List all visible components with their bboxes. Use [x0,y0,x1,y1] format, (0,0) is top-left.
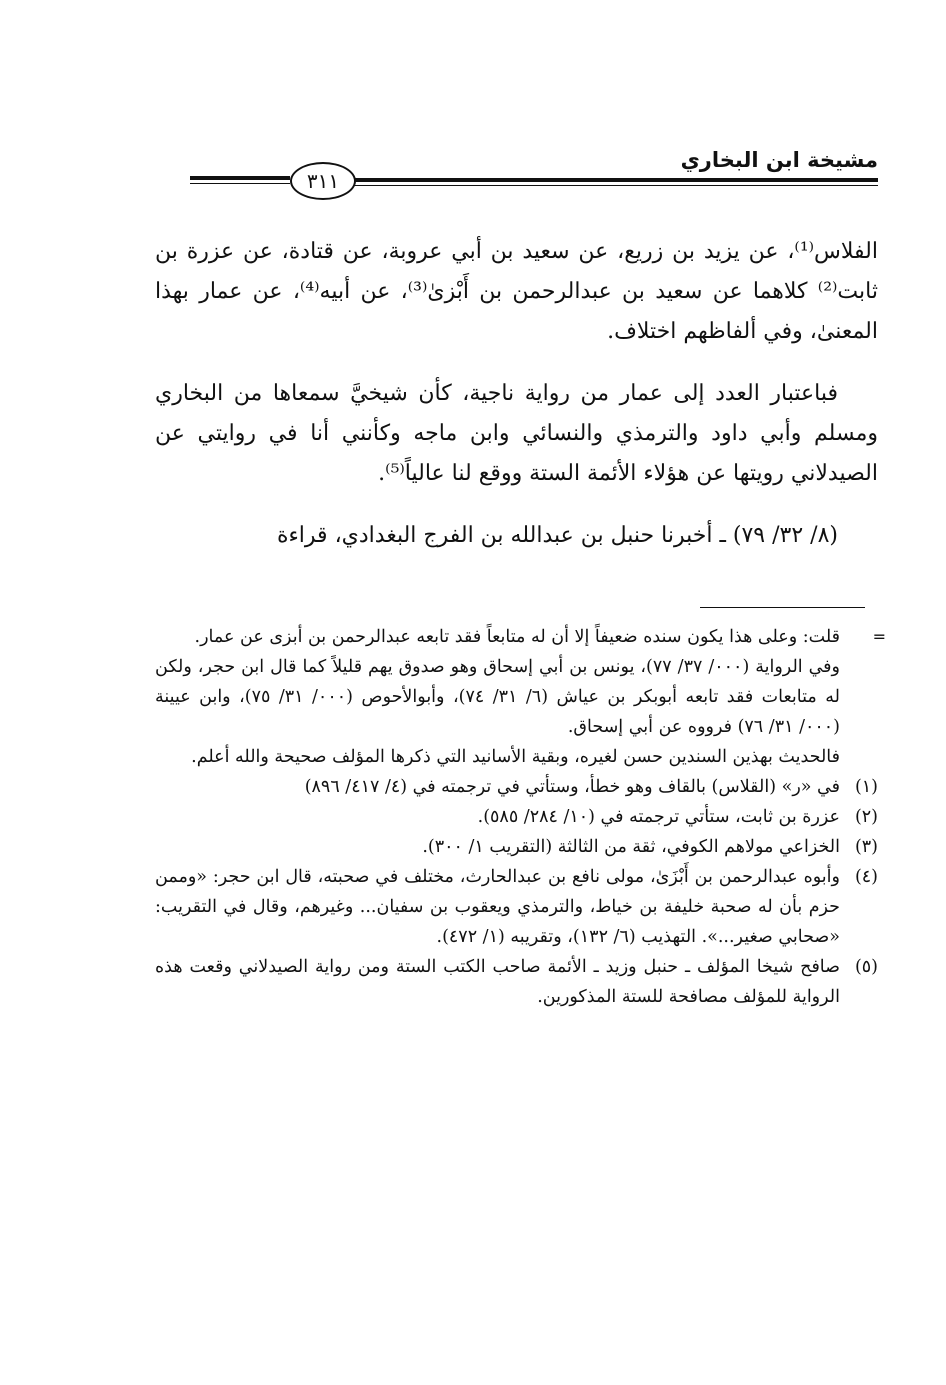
footnote-text: وأبوه عبدالرحمن بن أَبْزَىٰ، مولى نافع بن عبدالحارث، مختلف في صحبته، قال ابن حجر: «وممن حزم بأن له صحبة خليفة بن خياط، والترمذي ويعقوب بن سفيان... وغيرهم، وقال في التقريب: «صحابي صغير...». التهذيب (٦/ ١٣٢)، وتقريبه (١/ ٤٧٢). [155,867,840,947]
continuation-marker: = [872,627,886,646]
footnote-separator [700,607,865,608]
footnote-number: (٢) [854,807,878,827]
footnote-continuation [155,622,878,772]
footnote-number: (٣) [854,837,878,857]
header-rule-thick [340,178,878,182]
continuation-line: قلت: وعلى هذا يكون سنده ضعيفاً إلا أن له متابعاً فقد تابعه عبدالرحمن بن أبزى عن عمار. [194,627,840,647]
header-rule-left-thick [190,176,290,180]
footnote-4 [155,862,878,952]
footnote-1 [155,772,878,802]
page-number: ٣١١ [290,162,356,200]
continuation-line: فالحديث بهذين السندين حسن لغيره، وبقية الأسانيد التي ذكرها المؤلف صحيحة والله أعلم. [191,747,840,767]
footnote-number: (٥) [854,957,878,977]
footnote-number: (١) [854,777,878,797]
footnote-text: صافح شيخا المؤلف ـ حنبل وزيد ـ الأئمة صاحب الكتب الستة ومن رواية الصيدلاني وقعت هذه الرواية للمؤلف مصافحة للستة المذكورين. [155,957,840,1007]
footnote-text: الخزاعي مولاهم الكوفي، ثقة من الثالثة (التقريب ١/ ٣٠٠). [422,837,840,857]
footnote-3 [155,832,878,862]
header-rule-thin [340,185,878,186]
book-title: مشيخة ابن البخاري [680,148,878,172]
footnotes [155,622,886,1012]
main-text [155,232,878,556]
header-rule-left-thin [190,183,290,184]
paragraph-1: الفلاس⁽¹⁾، عن يزيد بن زريع، عن سعيد بن أبي عروبة، عن قتادة، عن عزرة بن ثابت⁽²⁾ كلاهما عن سعيد بن عبدالرحمن بن أَبْزىٰ⁽³⁾، عن أبيه⁽⁴⁾، عن عمار بهذا المعنىٰ، وفي ألفاظهم اختلاف. [155,239,878,344]
paragraph-3: (٨/ ٣٢/ ٧٩) ـ أخبرنا حنبل بن عبدالله بن الفرج البغدادي، قراءة [276,523,838,548]
footnote-2 [155,802,878,832]
page-header [150,140,878,200]
footnote-number: (٤) [854,867,878,887]
footnote-text: في «ر» (القلاس) بالقاف وهو خطأ، وستأتي في ترجمته في (٤/ ٤١٧/ ٨٩٦) [304,777,840,797]
footnote-5 [155,952,878,1012]
paragraph-2: فباعتبار العدد إلى عمار من رواية ناجية، كأن شيخيَّ سمعاها من البخاري ومسلم وأبي داود والترمذي والنسائي وابن ماجه وكأنني أنا في روايتي عن الصيدلاني رويتها عن هؤلاء الأئمة الستة ووقع لنا عالياً⁽⁵⁾. [155,381,878,486]
continuation-line: وفي الرواية (٠٠٠/ ٣٧/ ٧٧)، يونس بن أبي إسحاق وهو صدوق يهم قليلاً كما قال ابن حجر، ولكن له متابعات فقد تابعه أبوبكر بن عياش (٦/ ٣١/ ٧٤)، وأبوالأحوص (٠٠٠/ ٣١/ ٧٥)، وابن عيينة (٠٠٠/ ٣١/ ٧٦) فرووه عن أبي إسحاق. [155,657,840,737]
footnote-text: عزرة بن ثابت، ستأتي ترجمته في (١٠/ ٢٨٤/ ٥٨٥). [477,807,840,827]
